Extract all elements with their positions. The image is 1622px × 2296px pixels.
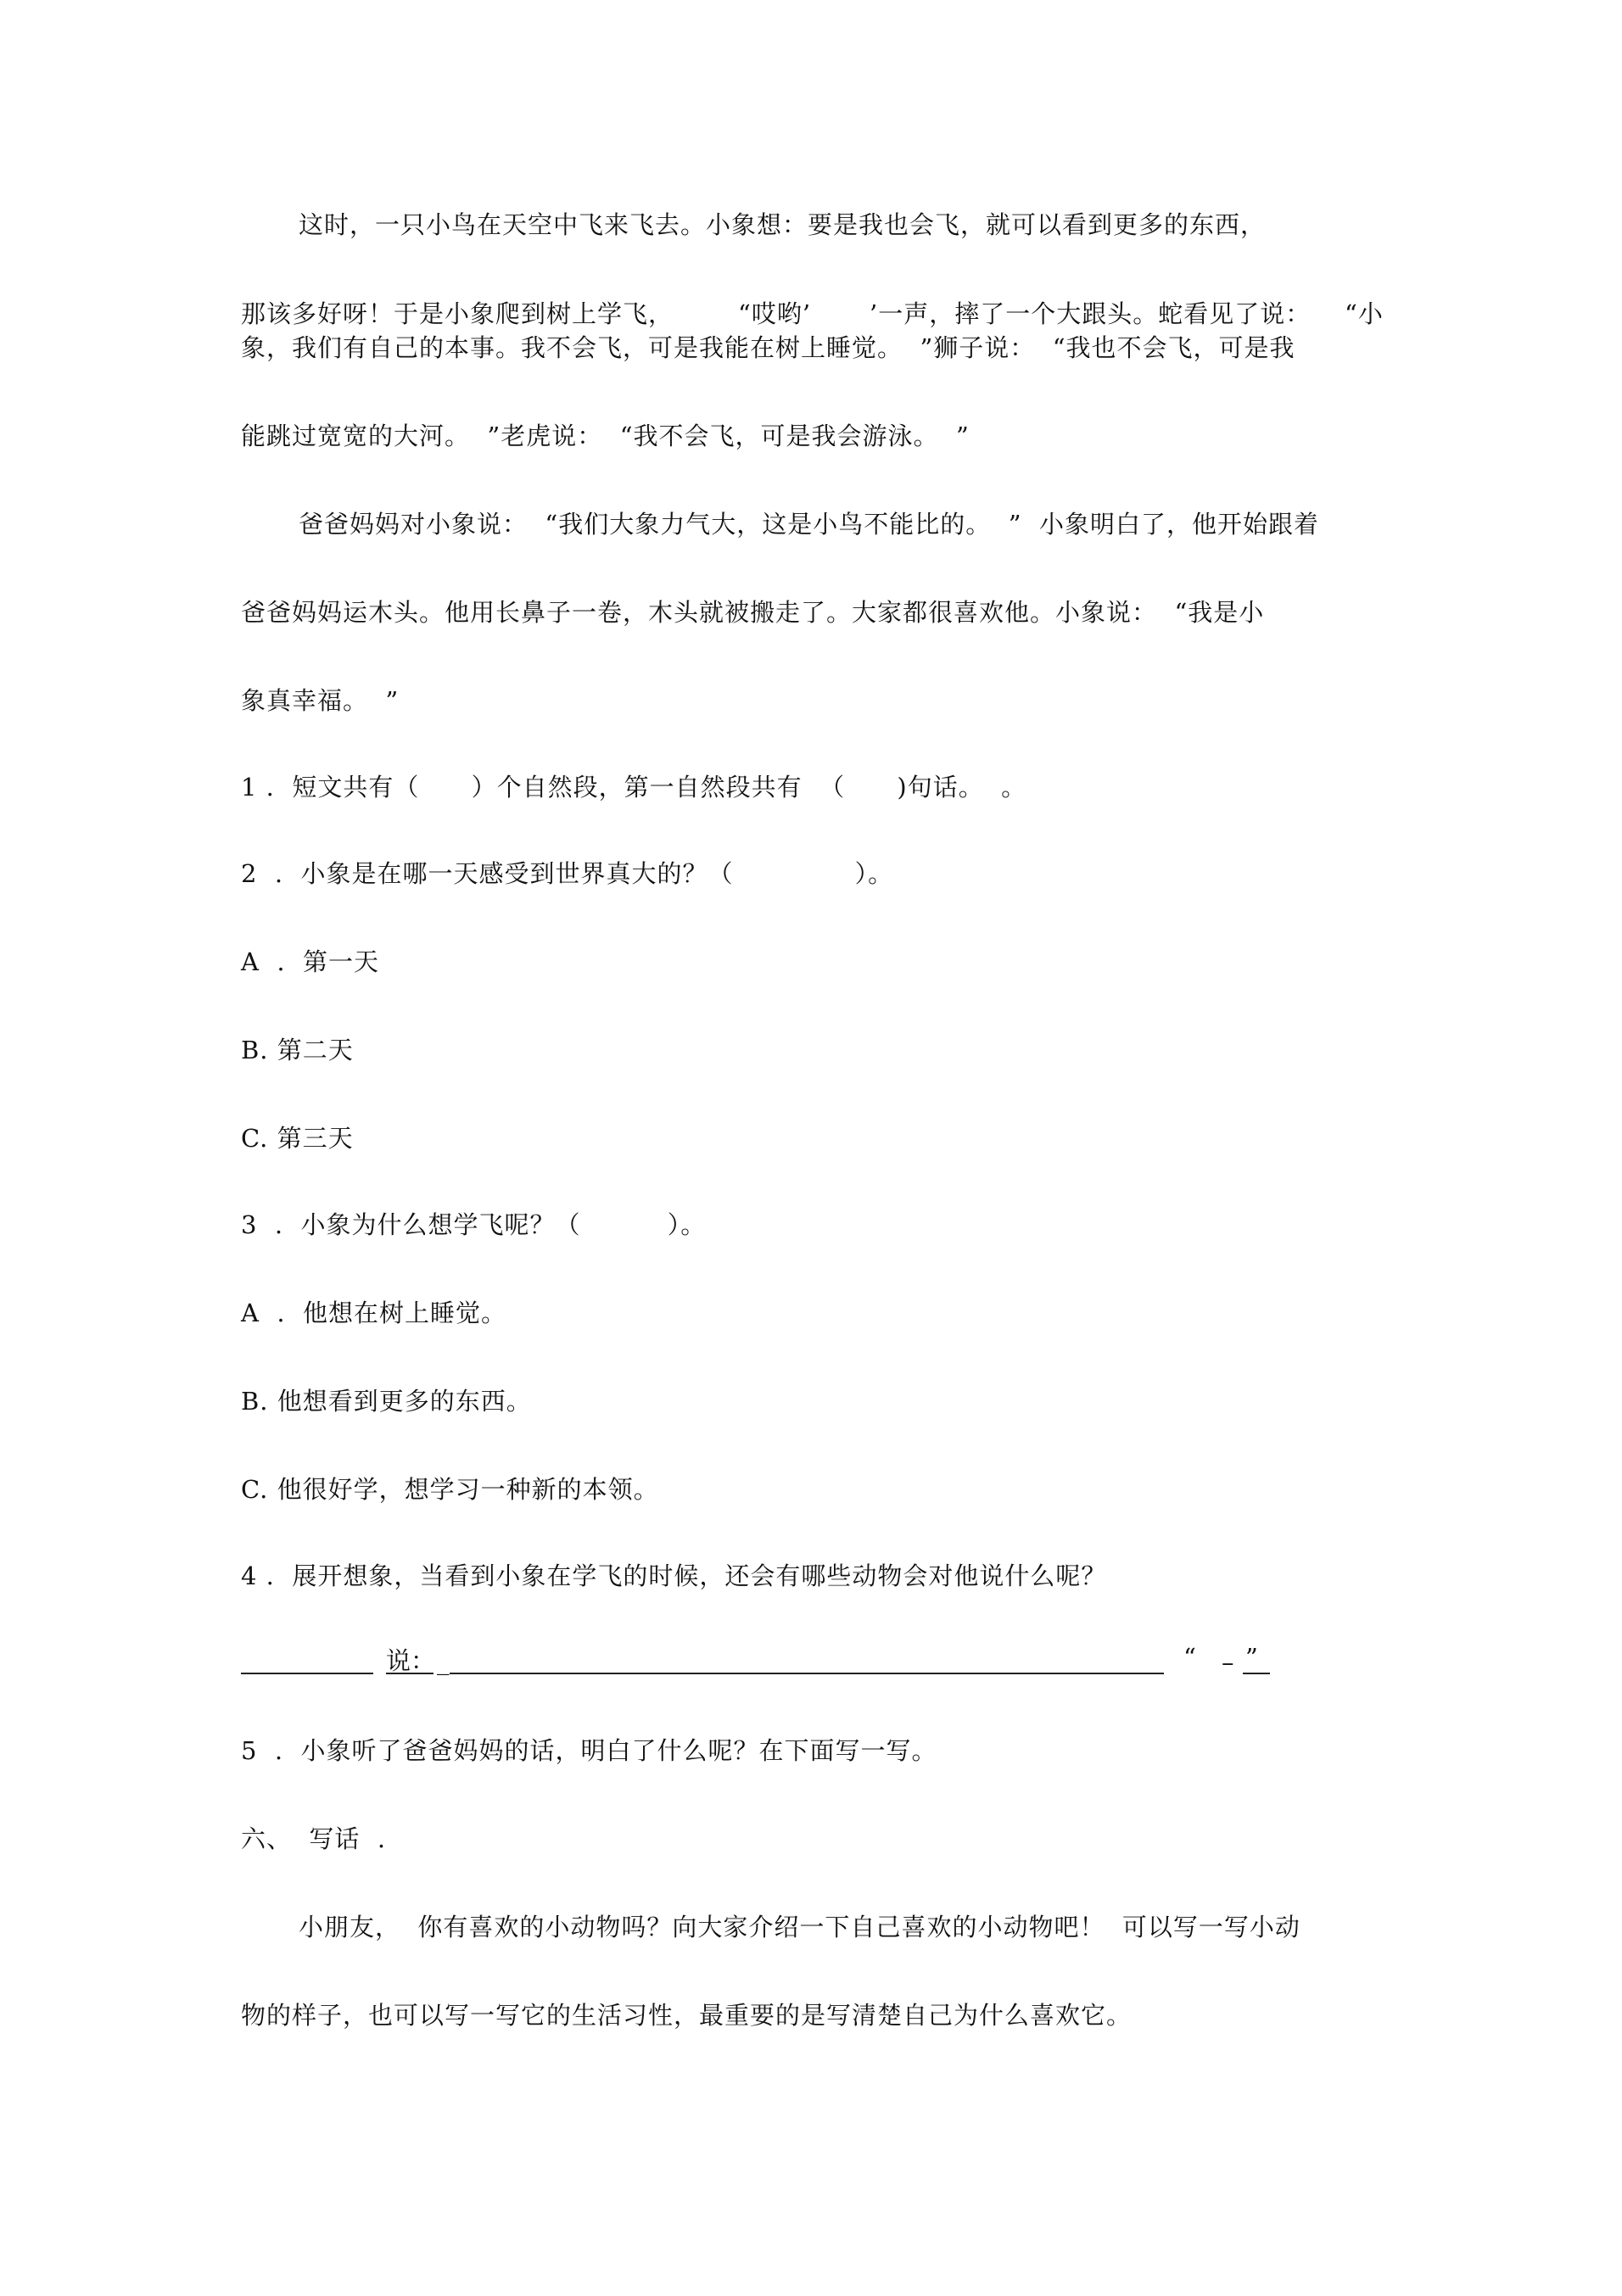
section-6-line1: 小朋友， 你有喜欢的小动物吗？向大家介绍一下自己喜欢的小动物吧！ 可以写一写小动 [299,1913,1300,1941]
question-5: 5 . 小象听了爸爸妈妈的话，明白了什么呢？在下面写一写。 [241,1736,937,1765]
story-p1-line2c: ’一声，摔了一个大跟头。蛇看见了说： [870,299,1312,328]
question-3: 3 . 小象为什么想学飞呢？（ ）。 [241,1210,707,1239]
answer-blank-animal[interactable] [241,1673,373,1674]
story-p1-line2b: “哎哟’ [738,299,812,328]
question-3-option-a: A . 他想在树上睡觉。 [241,1299,507,1327]
say-label: 说： [386,1646,436,1675]
quote-open: “ [1183,1643,1196,1672]
story-p2-line3: 象真幸福。 ” [241,686,400,715]
story-p1-line2d: “小 [1345,299,1384,328]
story-p2-line2: 爸爸妈妈运木头。他用长鼻子一卷，木头就被搬走了。大家都很喜欢他。小象说： “我是小 [241,598,1265,627]
question-3-option-b: B. 他想看到更多的东西。 [241,1387,532,1416]
story-p1-line2a: 那该多好呀！于是小象爬到树上学飞， [241,299,674,328]
question-2: 2 . 小象是在哪一天感受到世界真大的？（ ）。 [241,859,894,888]
question-4: 4 . 展开想象，当看到小象在学飞的时候，还会有哪些动物会对他说什么呢？ [241,1561,1107,1590]
story-p1-line3: 象，我们有自己的本事。我不会飞，可是我能在树上睡觉。 ”狮子说： “我也不会飞，可是我 [241,333,1295,362]
question-2-option-c: C. 第三天 [241,1124,354,1153]
section-6-heading: 六、 写话 . [241,1824,387,1853]
quote-mid-dash: – [1222,1648,1234,1677]
answer-blank-speech[interactable] [450,1673,1164,1674]
story-p2-line1: 爸爸妈妈对小象说： “我们大象力气大，这是小鸟不能比的。 ” 小象明白了，他开始跟着 [299,510,1319,539]
quote-underline [1243,1673,1270,1674]
answer-dash: _ [437,1646,450,1675]
say-underline [386,1673,433,1674]
story-p1-line1: 这时，一只小鸟在天空中飞来飞去。小象想：要是我也会飞，就可以看到更多的东西， [299,210,1267,239]
question-1: 1 . 短文共有（ ）个自然段，第一自然段共有 （ )句话。 。 [241,773,1027,802]
question-2-option-a: A . 第一天 [241,947,380,976]
section-6-line2: 物的样子，也可以写一写它的生活习性，最重要的是写清楚自己为什么喜欢它。 [241,2001,1133,2030]
story-p1-line4: 能跳过宽宽的大河。 ”老虎说： “我不会飞，可是我会游泳。 ” [241,422,970,450]
quote-close: ” [1245,1643,1258,1672]
question-2-option-b: B. 第二天 [241,1036,354,1064]
question-3-option-c: C. 他很好学，想学习一种新的本领。 [241,1475,659,1504]
